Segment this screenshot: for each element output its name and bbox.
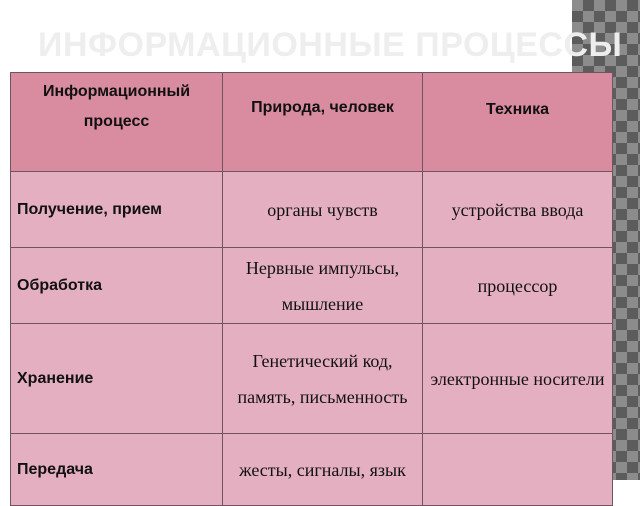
table-row <box>11 324 613 434</box>
row-nature: Нервные импульсы, мышление <box>223 248 423 324</box>
header-process: Информационный процесс <box>11 73 223 172</box>
header-nature: Природа, человек <box>223 73 423 172</box>
header-tech: Техника <box>423 73 613 172</box>
info-processes-table <box>10 72 613 506</box>
table-row <box>11 248 613 324</box>
table-row <box>11 172 613 248</box>
row-nature: органы чувств <box>223 172 423 248</box>
row-nature: Генетический код, память, письменность <box>223 324 423 434</box>
row-process: Хранение <box>11 324 223 434</box>
row-process: Получение, прием <box>11 172 223 248</box>
row-tech: процессор <box>423 248 613 324</box>
row-tech: устройства ввода <box>423 172 613 248</box>
page-title: ИНФОРМАЦИОННЫЕ ПРОЦЕССЫ <box>38 26 623 64</box>
table-row <box>11 434 613 506</box>
row-tech <box>423 434 613 506</box>
row-tech: электронные носители <box>423 324 613 434</box>
row-nature: жесты, сигналы, язык <box>223 434 423 506</box>
row-process: Передача <box>11 434 223 506</box>
table-header-row <box>11 73 613 172</box>
row-process: Обработка <box>11 248 223 324</box>
